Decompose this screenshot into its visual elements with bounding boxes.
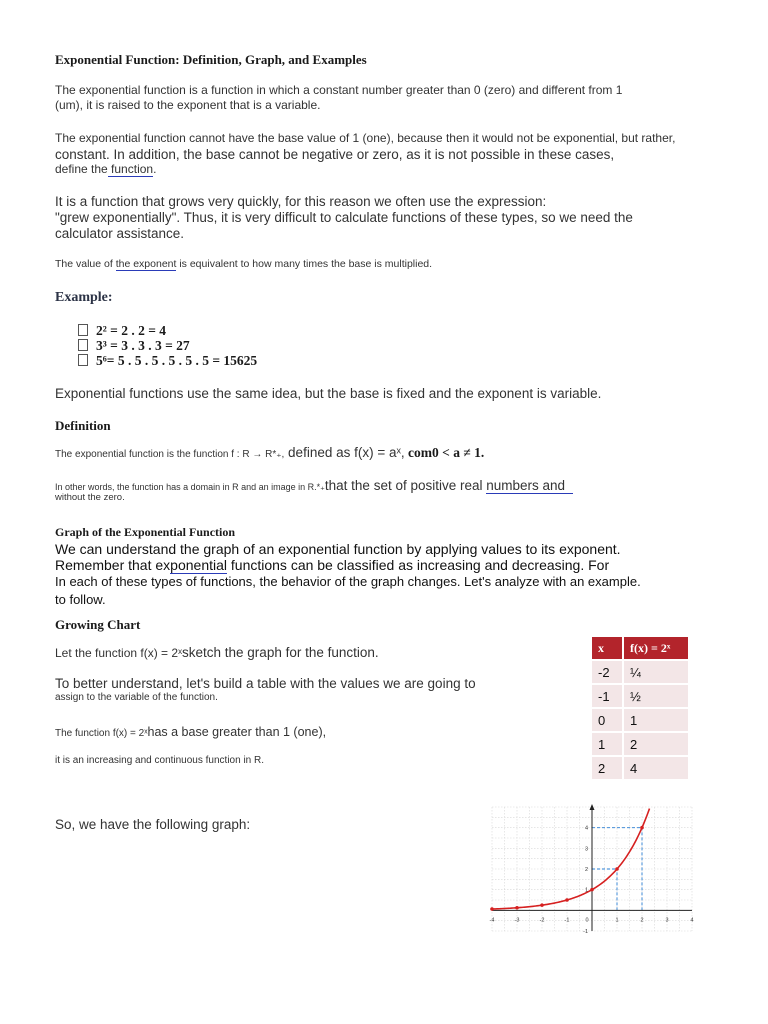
table-cell-fx: 4 [624, 757, 688, 779]
table-row [592, 733, 688, 755]
page-title: Exponential Function: Definition, Graph, and Examples [55, 52, 367, 67]
base-line [55, 723, 326, 741]
header-fx: f(x) = 2ˣ [624, 637, 688, 659]
restriction-prefix: define the [55, 162, 108, 176]
graph-line-2-suffix: functions can be classified as increasing and decreasing. For [227, 557, 610, 573]
data-point [590, 888, 594, 892]
x-tick-label: -2 [539, 917, 545, 924]
exponent-link[interactable]: the exponent [115, 258, 177, 270]
restriction-line-3 [55, 162, 156, 176]
let-function-line [55, 644, 379, 662]
x-tick-label: 2 [640, 917, 644, 924]
intro-line-2: (um), it is raised to the exponent that is a variable. [55, 98, 321, 112]
y-tick-label: 3 [584, 846, 588, 853]
same-idea-text: Exponential functions use the same idea, but the base is fixed and the exponent is variable. [55, 386, 602, 401]
y-axis-arrow-icon [590, 804, 595, 810]
restriction-line-2: constant. In addition, the base cannot be negative or zero, as it is not possible in these cases, [55, 147, 615, 162]
exponential-graph [488, 803, 696, 955]
exponent-note-prefix: The value of [55, 258, 116, 270]
x-tick-label: -1 [564, 917, 570, 924]
example-item-1 [78, 323, 166, 339]
example-item-2-text: 3³ = 3 . 3 . 3 = 27 [96, 338, 190, 353]
graph-line-1: We can understand the graph of an exponential function by applying values to its exponent. [55, 541, 621, 557]
data-point [515, 906, 519, 910]
x-tick-label: -4 [489, 917, 495, 924]
example-item-3-text: 5⁶= 5 . 5 . 5 . 5 . 5 . 5 = 15625 [96, 353, 258, 368]
build-table-line-1: To better understand, let's build a table with the values we are going to [55, 676, 476, 691]
table-cell-x: -2 [592, 661, 622, 683]
definition-line [55, 444, 484, 462]
example-item-3 [78, 353, 257, 369]
x-tick-label: 4 [690, 917, 694, 924]
y-tick-label: 2 [584, 867, 588, 873]
x-tick-label: -3 [514, 917, 520, 924]
table-row [592, 757, 688, 779]
checkbox-icon [78, 354, 88, 366]
table-cell-x: -1 [592, 685, 622, 707]
increasing-line: it is an increasing and continuous function in R. [55, 755, 265, 766]
function-link[interactable]: function [107, 162, 154, 176]
y-tick-label: 4 [584, 825, 588, 832]
x-tick-label: 3 [665, 917, 669, 924]
build-table-line-2: assign to the variable of the function. [55, 692, 218, 703]
so-we-have-line: So, we have the following graph: [55, 817, 251, 832]
data-point [565, 898, 569, 902]
graph-line-2-prefix: Remember that ex [55, 557, 171, 573]
growth-line-1: It is a function that grows very quickly, for this reason we often use the expression: [55, 194, 547, 209]
table-cell-x: 0 [592, 709, 622, 731]
data-point [540, 903, 544, 907]
let-suffix: sketch the graph for the function. [182, 645, 379, 660]
table-row [592, 661, 688, 683]
table-cell-x: 1 [592, 733, 622, 755]
example-item-1-text: 2² = 2 . 2 = 4 [96, 323, 167, 338]
checkbox-icon [78, 339, 88, 351]
table-cell-x: 2 [592, 757, 622, 779]
domain-small: In other words, the function has a domain in R and an image in R.*₊ [55, 482, 325, 492]
graph-line-3: In each of these types of functions, the behavior of the graph changes. Let's analyze with an example. [55, 574, 641, 589]
graph-axes [489, 804, 692, 931]
definition-mid: defined as f(x) = aˣ, [284, 445, 405, 460]
definition-small: The exponential function is the function f : R → R*₊, [55, 449, 285, 460]
example-heading: Example: [55, 290, 113, 305]
growing-chart-heading: Growing Chart [55, 617, 141, 632]
x-tick-label: 1 [615, 917, 619, 924]
table-cell-fx: 2 [624, 733, 688, 755]
values-table [590, 635, 690, 781]
table-cell-fx: ¼ [624, 661, 688, 683]
example-item-2 [78, 338, 190, 354]
base-prefix: The function f(x) = 2ˣ [55, 728, 148, 739]
data-point [490, 907, 494, 911]
y-tick-label: 1 [584, 887, 588, 894]
y-tick-label: -1 [583, 929, 588, 935]
domain-mid: that the set of positive real [324, 478, 487, 493]
exponent-note-suffix: is equivalent to how many times the base is multiplied. [176, 258, 433, 270]
x-tick-label: 0 [585, 917, 589, 924]
table-cell-fx: 1 [624, 709, 688, 731]
exponential-link[interactable]: ponential [170, 557, 227, 573]
base-suffix: has a base greater than 1 (one), [147, 725, 327, 739]
restriction-suffix: . [153, 162, 157, 176]
header-x: x [592, 637, 622, 659]
restriction-line-1: The exponential function cannot have the base value of 1 (one), because then it would not be exponential, but rather, [55, 131, 676, 145]
table-row [592, 709, 688, 731]
data-point [615, 867, 619, 871]
numbers-link[interactable]: numbers and [486, 478, 573, 494]
let-prefix: Let the function f(x) = 2ˣ [55, 646, 183, 660]
table-cell-fx: ½ [624, 685, 688, 707]
table-row [592, 685, 688, 707]
definition-bold: com0 < a ≠ 1. [404, 445, 485, 460]
growth-line-2: "grew exponentially". Thus, it is very difficult to calculate functions of these types, so we need the [55, 210, 633, 225]
table-header-row [592, 637, 688, 659]
graph-section-heading: Graph of the Exponential Function [55, 525, 236, 539]
growth-line-3: calculator assistance. [55, 226, 185, 241]
checkbox-icon [78, 324, 88, 336]
definition-heading: Definition [55, 418, 111, 433]
domain-line [55, 477, 573, 495]
graph-line-4: to follow. [55, 592, 106, 607]
intro-line-1: The exponential function is a function in which a constant number greater than 0 (zero) and different from 1 [55, 83, 623, 97]
domain-end: without the zero. [55, 492, 125, 503]
exponent-note [55, 258, 432, 270]
data-point [640, 826, 644, 830]
graph-line-2 [55, 557, 609, 573]
